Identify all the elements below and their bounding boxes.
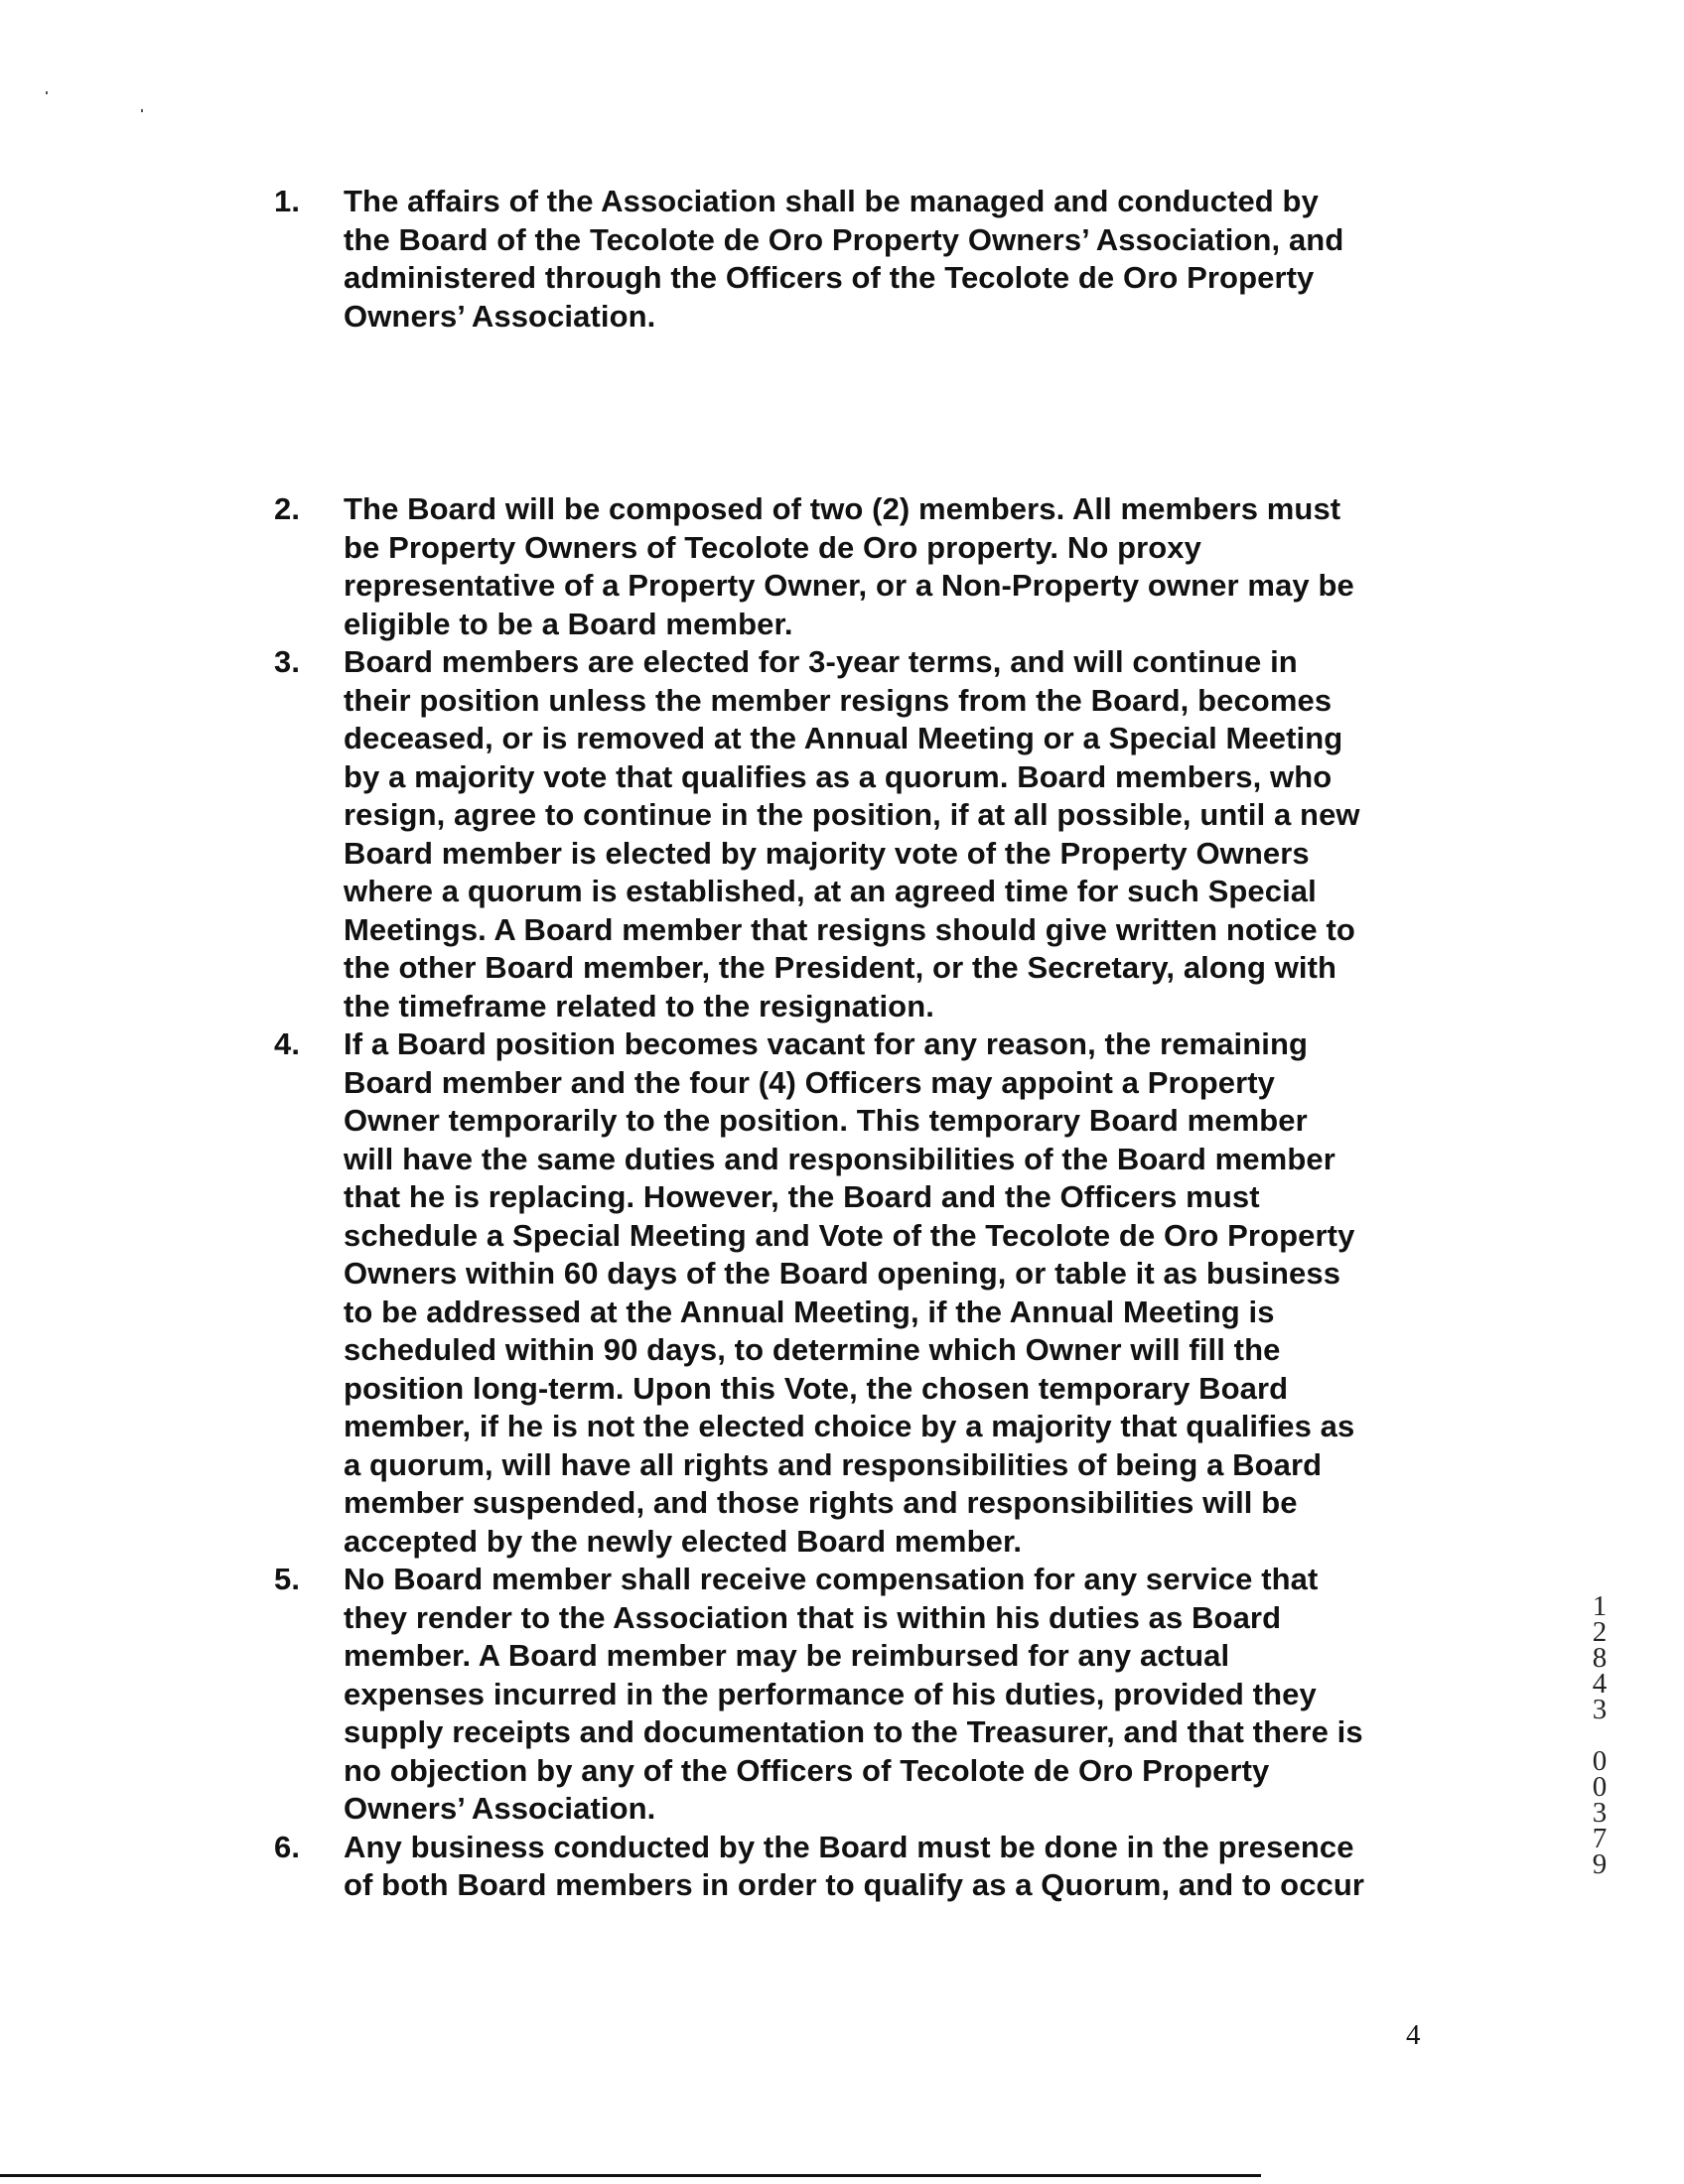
bates-digit: 1 xyxy=(1592,1590,1608,1622)
bates-number-glyphs xyxy=(1585,1590,1614,1880)
text-line: position long-term. Upon this Vote, the chosen temporary Board xyxy=(344,1370,1289,1406)
item-text xyxy=(344,1561,1458,1829)
bates-digit: 3 xyxy=(1592,1797,1608,1829)
text-line: the other Board member, the President, or the Secretary, along with xyxy=(344,950,1337,985)
item-text xyxy=(344,183,1535,336)
list-item-6 xyxy=(266,1829,1458,1905)
bates-digit: 0 xyxy=(1592,1771,1608,1803)
text-line: no objection by any of the Officers of Tecolote de Oro Property xyxy=(344,1752,1270,1788)
item-text xyxy=(344,490,1458,643)
list-item-4 xyxy=(266,1025,1458,1561)
bates-number xyxy=(1585,1590,1614,1880)
list-item-1 xyxy=(266,183,1535,336)
page-number: 4 xyxy=(1406,2019,1421,2051)
text-line: supply receipts and documentation to the Treasurer, and that there is xyxy=(344,1714,1363,1749)
bates-digit: 4 xyxy=(1592,1668,1608,1700)
text-line: a quorum, will have all rights and responsibilities of being a Board xyxy=(344,1446,1323,1482)
text-line: administered through the Officers of the Tecolote de Oro Property xyxy=(344,260,1315,295)
list-group xyxy=(266,490,1458,1905)
text-line: Board members are elected for 3-year terms, and will continue in xyxy=(344,644,1298,679)
text-line: of both Board members in order to qualify as a Quorum, and to occur xyxy=(344,1867,1365,1902)
text-line: Owner temporarily to the position. This temporary Board member xyxy=(344,1103,1308,1138)
text-line: that he is replacing. However, the Board and the Officers must xyxy=(344,1179,1260,1214)
bottom-rule xyxy=(0,2174,1261,2177)
text-line: they render to the Association that is within his duties as Board xyxy=(344,1599,1282,1635)
text-line: their position unless the member resigns from the Board, becomes xyxy=(344,682,1333,718)
text-line: eligible to be a Board member. xyxy=(344,606,793,641)
scan-speck xyxy=(46,91,48,94)
text-line: Board member is elected by majority vote of the Property Owners xyxy=(344,835,1310,871)
text-line: by a majority vote that qualifies as a quorum. Board members, who xyxy=(344,758,1333,794)
text-line: Board member and the four (4) Officers may appoint a Property xyxy=(344,1064,1276,1100)
text-line: No Board member shall receive compensation for any service that xyxy=(344,1562,1319,1596)
item-number: 1. xyxy=(274,184,301,218)
bates-digit: 9 xyxy=(1592,1848,1608,1880)
text-line: Owners’ Association. xyxy=(344,1791,656,1826)
text-line: representative of a Property Owner, or a Non-Property owner may be xyxy=(344,568,1354,603)
item-text xyxy=(344,643,1458,1025)
item-number: 2. xyxy=(274,491,301,526)
text-line: member suspended, and those rights and responsibilities will be xyxy=(344,1485,1298,1520)
list-item-2 xyxy=(266,490,1458,643)
item-text xyxy=(344,1829,1458,1905)
text-line: the timeframe related to the resignation. xyxy=(344,988,934,1024)
bates-digit: 8 xyxy=(1592,1642,1608,1674)
text-line: member, if he is not the elected choice by a majority that qualifies as xyxy=(344,1409,1355,1443)
bates-digit: 7 xyxy=(1592,1823,1608,1854)
text-line: If a Board position becomes vacant for any reason, the remaining xyxy=(344,1026,1309,1061)
text-line: be Property Owners of Tecolote de Oro property. No proxy xyxy=(344,529,1201,565)
text-line: deceased, or is removed at the Annual Meeting or a Special Meeting xyxy=(344,721,1343,755)
text-line: scheduled within 90 days, to determine which Owner will fill the xyxy=(344,1332,1281,1367)
text-line: will have the same duties and responsibilities of the Board member xyxy=(344,1141,1335,1176)
item-number: 5. xyxy=(274,1562,301,1596)
text-line: the Board of the Tecolote de Oro Property Owners’ Association, and xyxy=(344,221,1344,257)
item-number: 4. xyxy=(274,1026,301,1061)
text-line: accepted by the newly elected Board member. xyxy=(344,1523,1023,1559)
text-line: where a quorum is established, at an agreed time for such Special xyxy=(344,874,1317,908)
bates-digit: 3 xyxy=(1592,1694,1608,1725)
text-line: expenses incurred in the performance of his duties, provided they xyxy=(344,1676,1317,1711)
text-line: to be addressed at the Annual Meeting, if the Annual Meeting is xyxy=(344,1294,1275,1329)
item-text xyxy=(344,1025,1458,1561)
list-item-5 xyxy=(266,1561,1458,1829)
text-line: Meetings. A Board member that resigns should give written notice to xyxy=(344,911,1355,947)
item-number: 6. xyxy=(274,1829,301,1864)
item-number: 3. xyxy=(274,644,301,679)
scan-speck xyxy=(141,109,143,112)
text-line: The Board will be composed of two (2) members. All members must xyxy=(344,491,1341,526)
text-line: member. A Board member may be reimbursed for any actual xyxy=(344,1638,1230,1673)
text-line: The affairs of the Association shall be managed and conducted by xyxy=(344,184,1319,218)
text-line: Any business conducted by the Board must be done in the presence xyxy=(344,1829,1354,1864)
text-line: Owners’ Association. xyxy=(344,298,656,334)
bates-digit: 2 xyxy=(1592,1616,1608,1648)
list-item-3 xyxy=(266,643,1458,1025)
text-line: resign, agree to continue in the position, if at all possible, until a new xyxy=(344,797,1360,832)
text-line: schedule a Special Meeting and Vote of the Tecolote de Oro Property xyxy=(344,1217,1355,1253)
text-line: Owners within 60 days of the Board opening, or table it as business xyxy=(344,1256,1341,1291)
bates-digit: 0 xyxy=(1592,1745,1608,1777)
